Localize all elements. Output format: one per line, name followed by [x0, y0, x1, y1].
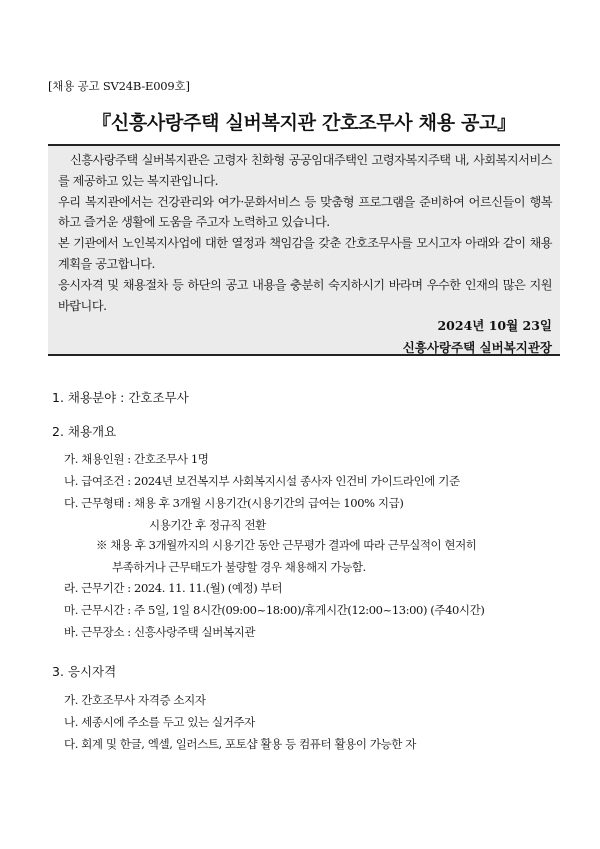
announcement-date: 2024년 10월 23일 — [437, 318, 552, 333]
overview-item: 다. 근무형태 : 채용 후 3개월 시용기간(시용기간의 급여는 100% 지급) — [64, 496, 404, 510]
probation-note-line: 부족하거나 근무태도가 불량할 경우 채용해지 가능함. — [112, 560, 366, 574]
overview-item: 가. 채용인원 : 간호조무사 1명 — [64, 452, 209, 466]
section-heading-overview: 2. 채용개요 — [52, 424, 117, 439]
overview-item-sub: 시용기간 후 정규직 전환 — [149, 518, 266, 532]
section-heading-field: 1. 채용분야 : 간호조무사 — [52, 390, 189, 405]
page-title: 『신흥사랑주택 실버복지관 간호조무사 채용 공고』 — [92, 112, 516, 134]
qualification-item: 나. 세종시에 주소를 두고 있는 실거주자 — [64, 715, 255, 729]
intro-paragraph: 응시자격 및 채용절차 등 하단의 공고 내용을 충분히 숙지하시기 바라며 우수한 인재의 많은 지원 바랍니다. — [58, 277, 552, 313]
qualification-item: 가. 간호조무사 자격증 소지자 — [64, 693, 206, 707]
document-number: [채용 공고 SV24B-E009호] — [48, 79, 190, 93]
intro-paragraph: 우리 복지관에서는 건강관리와 여가·문화서비스 등 맞춤형 프로그램을 준비하여 어르신들이 행복하고 즐거운 생활에 도움을 주고자 노력하고 있습니다. — [58, 194, 552, 230]
intro-paragraph: 신흥사랑주택 실버복지관은 고령자 친화형 공공임대주택인 고령자복지주택 내, 사회복지서비스를 제공하고 있는 복지관입니다. — [58, 153, 552, 188]
section-heading-qualification: 3. 응시자격 — [52, 664, 117, 679]
signatory: 신흥사랑주택 실버복지관장 — [402, 340, 552, 355]
overview-item: 마. 근무시간 : 주 5일, 1일 8시간(09:00~18:00)/휴게시간(12:00~13:00) (주40시간) — [64, 603, 485, 617]
intro-box — [48, 144, 560, 356]
qualification-item: 다. 회계 및 한글, 엑셀, 일러스트, 포토샵 활용 등 컴퓨터 활용이 가능한 자 — [64, 737, 416, 751]
probation-note-line: ※ 채용 후 3개월까지의 시용기간 동안 근무평가 결과에 따라 근무실적이 현저히 — [96, 538, 477, 552]
overview-item: 바. 근무장소 : 신흥사랑주택 실버복지관 — [64, 625, 256, 639]
overview-item: 나. 급여조건 : 2024년 보건복지부 사회복지시설 종사자 인건비 가이드라인에 기준 — [64, 474, 460, 488]
probation-note — [96, 534, 566, 578]
intro-paragraph: 본 기관에서 노인복지사업에 대한 열정과 책임감을 갖춘 간호조무사를 모시고자 아래와 같이 채용계획을 공고합니다. — [58, 236, 552, 271]
overview-item: 라. 근무기간 : 2024. 11. 11.(월) (예정) 부터 — [64, 581, 283, 595]
